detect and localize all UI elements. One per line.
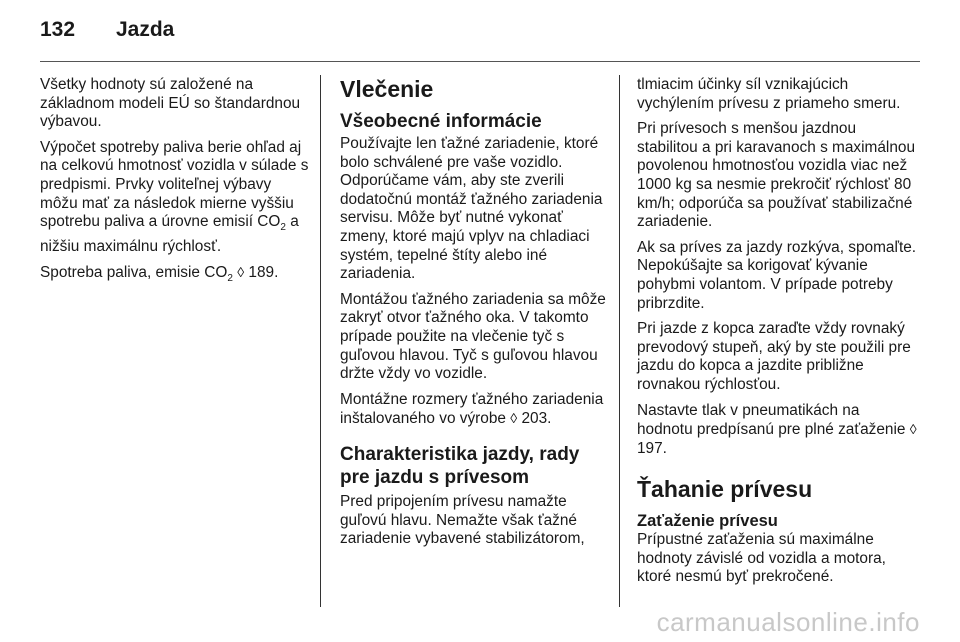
paragraph: Pri prívesoch s menšou jazdnou stabilitou a pri karavanoch s maximálnou povolenou hmotnosťou vozidla viac než 1000 kg sa nesmie prekročiť rýchlosť 80 km/h; odporúča sa používať stabilizačné zariadenie. <box>637 120 916 231</box>
page-number: 132 <box>40 18 76 41</box>
column-divider <box>619 75 620 607</box>
subsection-heading: Všeobecné informácie <box>340 111 542 132</box>
subsection-heading: Zaťaženie prívesu <box>637 512 778 531</box>
paragraph: Prípustné zaťaženia sú maximálne hodnoty závislé od vozidla a motora, ktoré nesmú byť prekročené. <box>637 531 886 586</box>
page-reference-icon: ◊ <box>510 410 518 427</box>
section-heading: Vlečenie <box>340 76 434 102</box>
watermark: carmanualsonline.info <box>656 607 920 637</box>
paragraph: Montážne rozmery ťažného zariadenia inštalovaného vo výrobe ◊ 203. <box>340 390 604 428</box>
page-title: Jazda <box>116 18 175 41</box>
paragraph: Nastavte tlak v pneumatikách na hodnotu predpísanú pre plné zaťaženie ◊ 197. <box>637 401 917 457</box>
header-rule <box>40 61 920 62</box>
column-1 <box>40 76 312 296</box>
column-3 <box>637 76 917 594</box>
paragraph: Ak sa príves za jazdy rozkýva, spomaľte. Nepokúšajte sa korigovať kývanie pohybmi volantom. V prípade potreby pribrzdite. <box>637 238 917 312</box>
paragraph: Všetky hodnoty sú založené na základnom modeli EÚ so štandardnou výbavou. <box>40 76 301 131</box>
page-reference-link[interactable]: 189. <box>244 264 279 282</box>
section-heading: Ťahanie prívesu <box>637 476 813 503</box>
page-reference-link[interactable]: 197. <box>637 439 667 457</box>
page-header <box>40 18 174 48</box>
paragraph: Pred pripojením prívesu namažte guľovú hlavu. Nemažte však ťažné zariadenie vybavené stabilizátorom, <box>340 492 585 548</box>
subsection-heading: Charakteristika jazdy, rady pre jazdu s prívesom <box>340 443 580 488</box>
paragraph: Pri jazde z kopca zaraďte vždy rovnaký prevodový stupeň, aký by ste použili pre jazdu do kopca a jazdite približne rovnakou rýchlosťou. <box>637 320 911 393</box>
page-reference-icon: ◊ <box>909 421 917 438</box>
paragraph: Spotreba paliva, emisie $CO_2$ ◊ 189. <box>40 264 279 285</box>
paragraph: Výpočet spotreby paliva berie ohľad aj na celkovú hmotnosť vozidla v súlade s predpismi. Prvky voliteľnej výbavy môžu mať za následok mierne vyššiu spotrebu paliva a úrovne emisií $CO_2$ a nižšiu maximálnu rýchlosť. <box>40 138 309 255</box>
paragraph: Používajte len ťažné zariadenie, ktoré bolo schválené pre vaše vozidlo. Odporúčame vám, aby ste zverili dodatočnú montáž ťažného zariadenia servisu. Môže byť nutné vykonať zmeny, ktoré majú vplyv na chladiaci systém, tepelné štíty alebo iné zariadenia. <box>340 135 603 283</box>
paragraph: tlmiacim účinky síl vznikajúcich vychýlením prívesu z priameho smeru. <box>637 76 901 112</box>
paragraph: Montážou ťažného zariadenia sa môže zakryť otvor ťažného oka. V takomto prípade použite na vlečenie tyč s guľovou hlavou. Tyč s guľovou hlavou držte vždy vo vozidle. <box>340 290 606 383</box>
page-reference-link[interactable]: 203. <box>517 410 552 428</box>
column-divider <box>320 75 321 607</box>
column-2 <box>340 76 610 556</box>
page-reference-icon: ◊ <box>237 264 245 281</box>
